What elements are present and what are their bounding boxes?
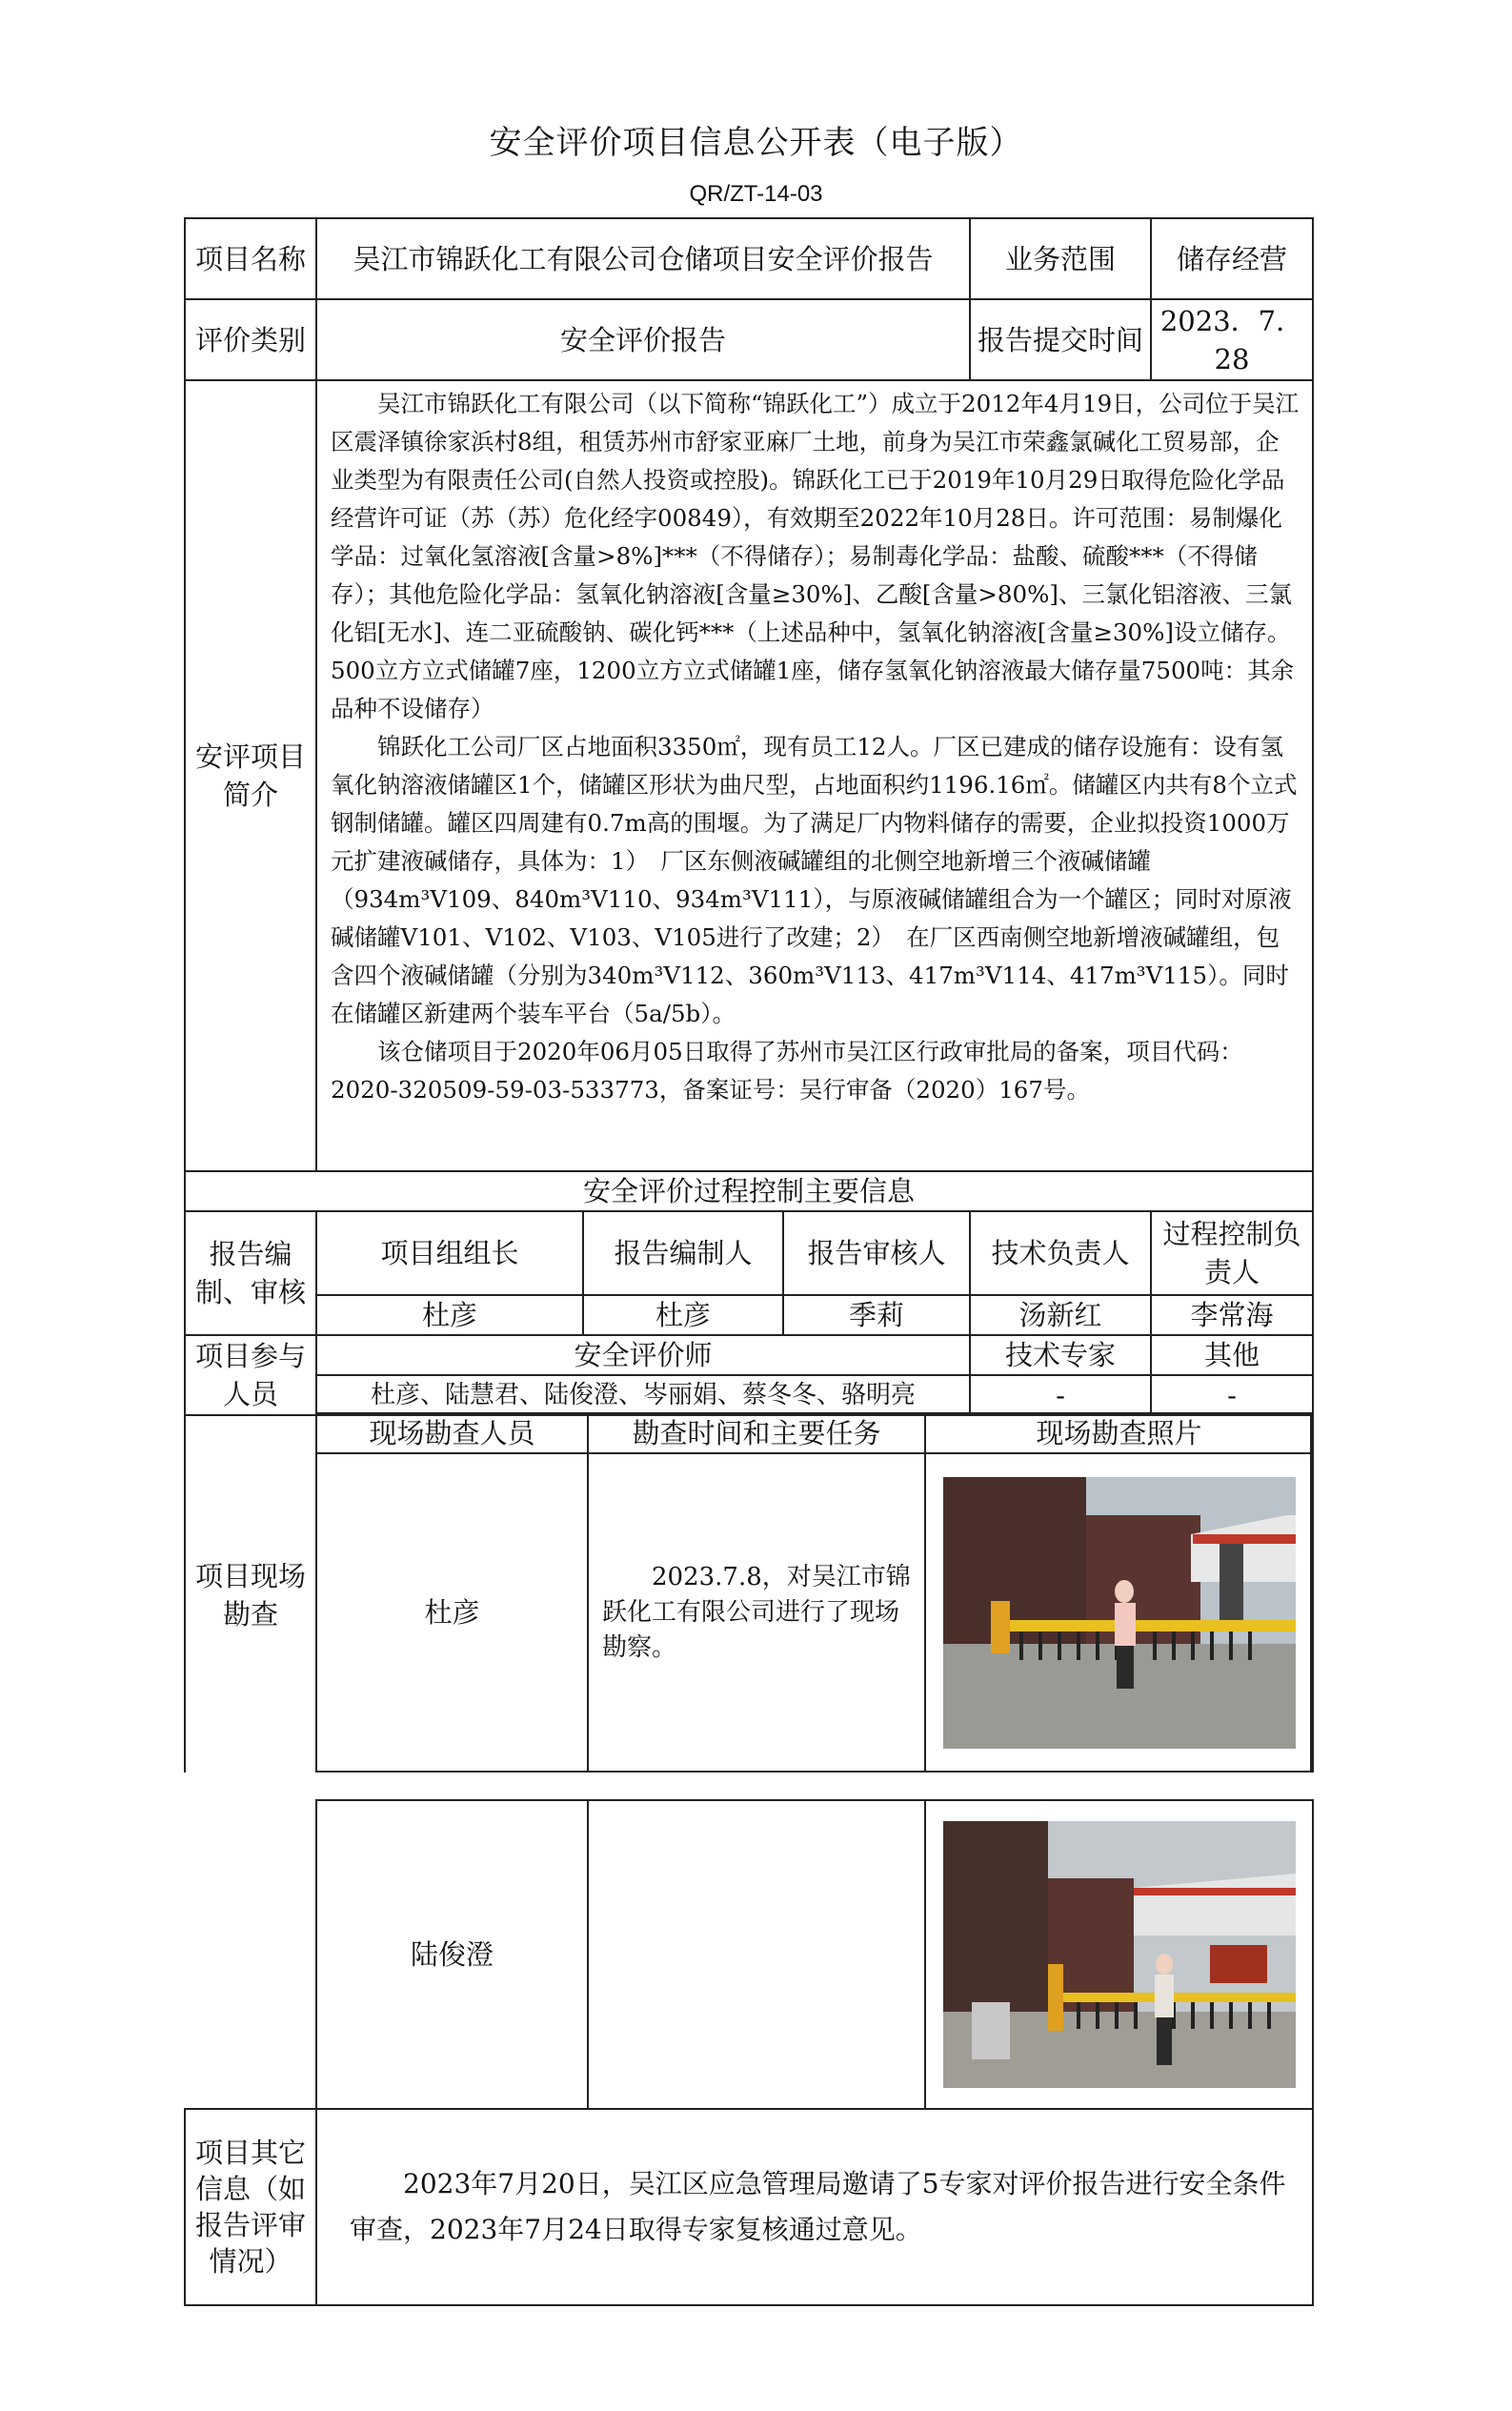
report-value: 李常海 (1151, 1295, 1313, 1335)
site-photo (943, 1477, 1296, 1749)
participants-label: 项目参与人员 (185, 1335, 316, 1415)
other-info-table (184, 2108, 1314, 2306)
site-table (315, 1412, 1314, 1773)
eval-type: 安全评价报告 (316, 299, 970, 380)
site-table-continued (315, 1799, 1314, 2110)
site-section (184, 1412, 1312, 1773)
report-value: 杜彦 (316, 1295, 583, 1335)
intro-paragraph: 该仓储项目于2020年06月05日取得了苏州市吴江区行政审批局的备案，项目代码：2020-320509-59-03-533773，备案证号：吴行审备（2020）167号。 (331, 1038, 1243, 1104)
other-label: 项目其它信息（如报告评审情况） (185, 2109, 316, 2305)
document-title: 安全评价项目信息公开表（电子版） (489, 124, 1023, 162)
other-text: 2023年7月20日，吴江区应急管理局邀请了5专家对评价报告进行安全条件审查，2023年7月24日取得专家复核通过意见。 (316, 2109, 1313, 2305)
participants-others: - (1151, 1375, 1313, 1415)
site-task: 2023.7.8，对吴江市锦跃化工有限公司进行了现场勘察。 (588, 1453, 925, 1772)
report-value: 季莉 (783, 1295, 970, 1335)
report-value: 杜彦 (583, 1295, 783, 1335)
document-code: QR/ZT-14-03 (689, 181, 823, 207)
eval-type-label: 评价类别 (185, 299, 316, 380)
report-header: 项目组组长 (316, 1211, 583, 1295)
site-label: 项目现场勘查 (195, 1560, 307, 1631)
intro-paragraph: 吴江市锦跃化工有限公司（以下简称“锦跃化工”）成立于2012年4月19日，公司位于吴江区震泽镇徐家浜村8组，租赁苏州市舒家亚麻厂土地，前身为吴江市荣鑫氯碱化工贸易部，企业类型为有限责任公司(自然人投资或控股)。锦跃化工已于2019年10月29日取得危险化学品经营许可证（苏（苏）危化经字00849），有效期至2022年10月28日。许可范围：易制爆化学品：过氧化氢溶液[含量>8%]***（不得储存）；易制毒化学品：盐酸、硫酸***（不得储存）；其他危险化学品：氢氧化钠溶液[含量≥30%]、乙酸[含量>80%]、三氯化铝溶液、三氯化铝[无水]、连二亚硫酸钠、碳化钙***（上述品种中，氢氧化钠溶液[含量≥30%]设立储存。500立方立式储罐7座，1200立方立式储罐1座，储存氢氧化钠溶液最大储存量7500吨：其余品种不设储存） (331, 390, 1300, 722)
participants-experts: - (970, 1375, 1151, 1415)
project-name: 吴江市锦跃化工有限公司仓储项目安全评价报告 (316, 218, 970, 299)
report-label: 报告编制、审核 (185, 1211, 316, 1335)
business-scope: 储存经营 (1151, 218, 1313, 299)
intro-text (316, 380, 1313, 1171)
site-section-continued (184, 1799, 1312, 2110)
info-table (184, 217, 1314, 1416)
intro-label: 安评项目简介 (185, 380, 316, 1171)
project-name-label: 项目名称 (185, 218, 316, 299)
site-person: 杜彦 (316, 1453, 588, 1772)
participants-evaluators: 杜彦、陆慧君、陆俊澄、岑丽娟、蔡冬冬、骆明亮 (316, 1375, 970, 1415)
submit-time: 2023．7．28 (1151, 299, 1313, 380)
process-title: 安全评价过程控制主要信息 (185, 1171, 1313, 1211)
site-header: 勘查时间和主要任务 (588, 1413, 925, 1453)
site-person: 陆俊澄 (316, 1800, 588, 2109)
report-value: 汤新红 (970, 1295, 1151, 1335)
site-header: 现场勘查人员 (316, 1413, 588, 1453)
business-scope-label: 业务范围 (970, 218, 1151, 299)
report-header: 报告审核人 (783, 1211, 970, 1295)
site-header: 现场勘查照片 (925, 1413, 1313, 1453)
submit-time-label: 报告提交时间 (970, 299, 1151, 380)
site-task-empty (588, 1800, 925, 2109)
participants-header: 技术专家 (970, 1335, 1151, 1375)
report-header: 报告编制人 (583, 1211, 783, 1295)
site-photo-cell (925, 1453, 1313, 1772)
report-header: 技术负责人 (970, 1211, 1151, 1295)
site-photo (943, 1821, 1296, 2088)
intro-paragraph: 锦跃化工公司厂区占地面积3350㎡，现有员工12人。厂区已建成的储存设施有：设有氢氧化钠溶液储罐区1个，储罐区形状为曲尺型，占地面积约1196.16㎡。储罐区内共有8个立式钢制储罐。罐区四周建有0.7m高的围堰。为了满足厂内物料储存的需要，企业拟投资1000万元扩建液碱储存，具体为：1） 厂区东侧液碱罐组的北侧空地新增三个液碱储罐（934m³V109、840m³V110、934m³V111），与原液碱储罐组合为一个罐区；同时对原液碱储罐V101、V102、V103、V105进行了改建；2） 在厂区西南侧空地新增液碱罐组，包含四个液碱储罐（分别为340m³V112、360m³V113、417m³V114、417m³V115）。同时在储罐区新建两个装车平台（5a/5b）。 (331, 733, 1298, 1027)
report-header: 过程控制负责人 (1151, 1211, 1313, 1295)
site-photo-cell (925, 1800, 1313, 2109)
participants-header: 安全评价师 (316, 1335, 970, 1375)
participants-header: 其他 (1151, 1335, 1313, 1375)
